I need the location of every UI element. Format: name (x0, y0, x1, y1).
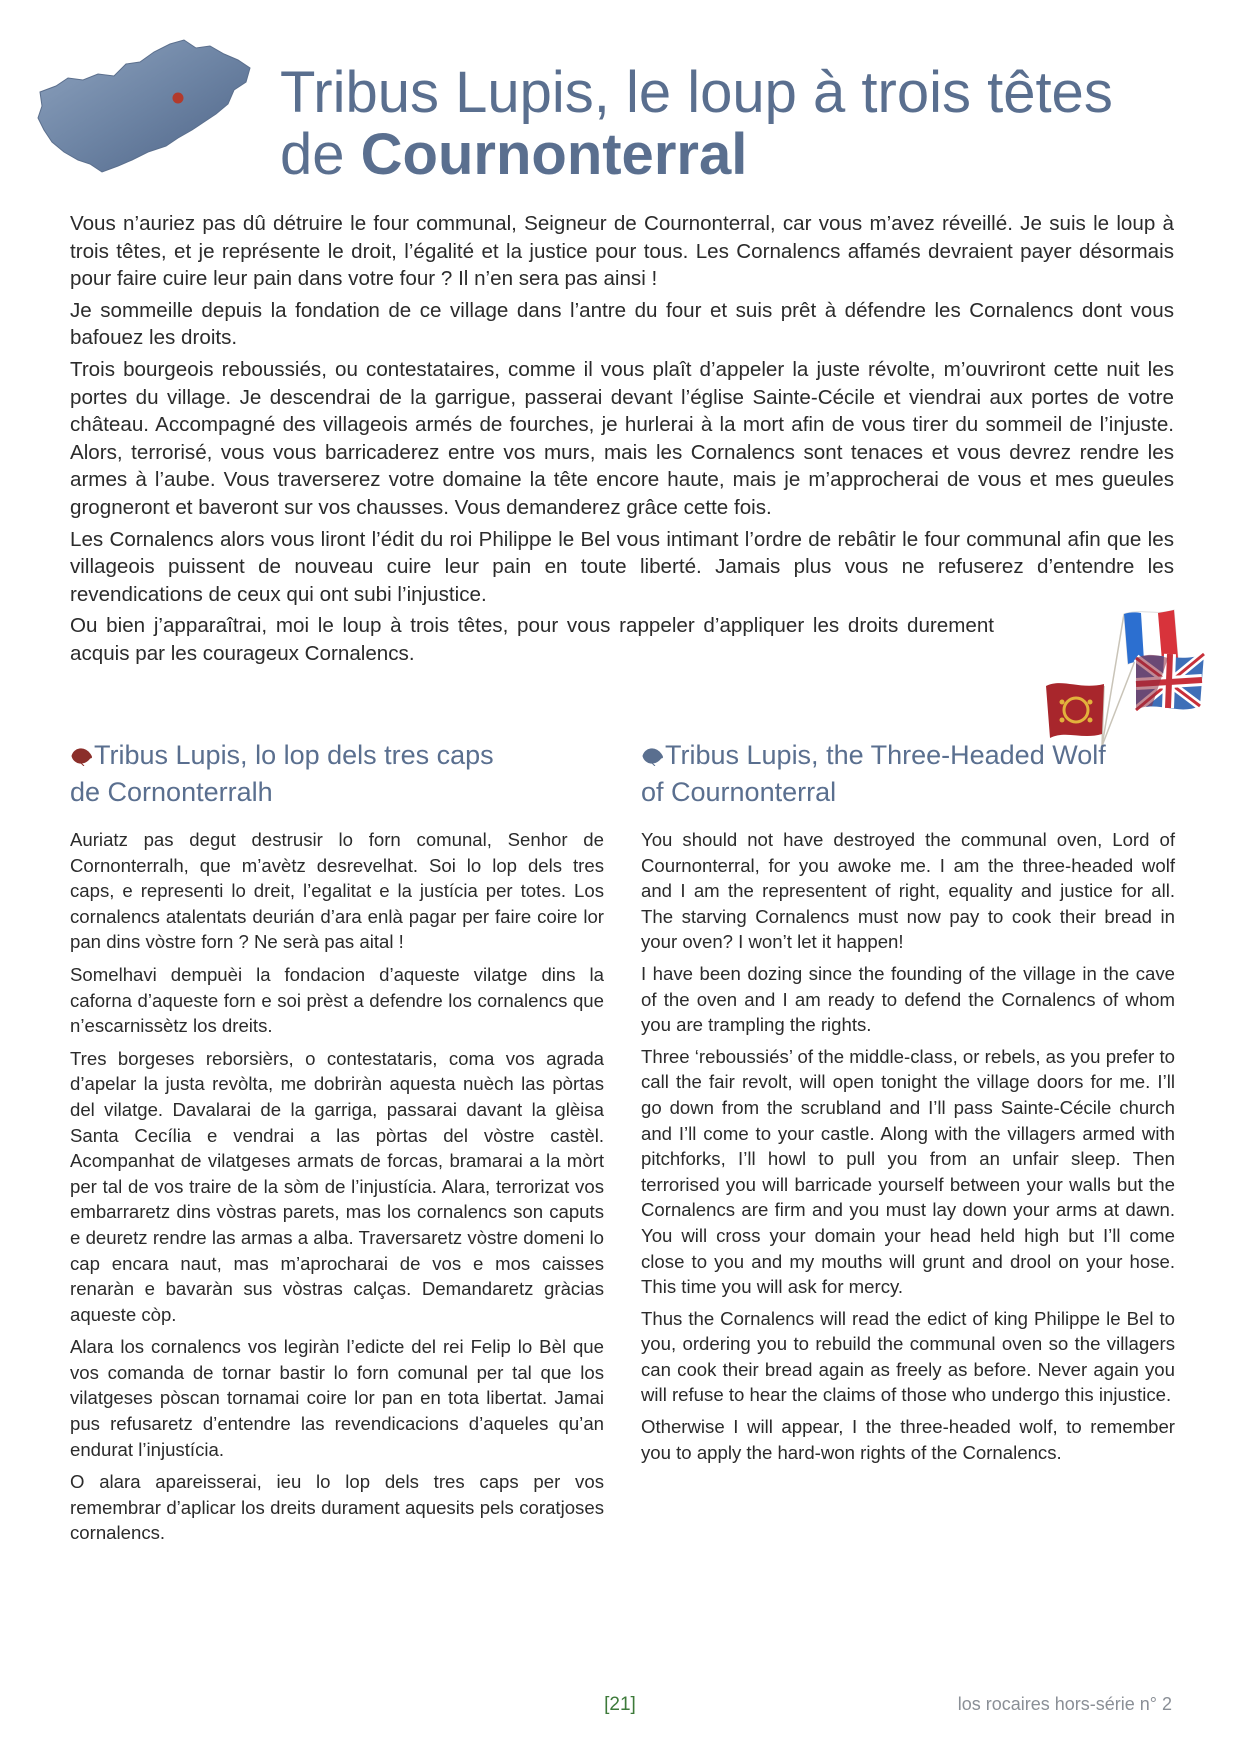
intro-paragraph: Ou bien j’apparaîtrai, moi le loup à trois têtes, pour vous rappeler d’appliquer les droits durement acquis par les courageux Cornalencs. (70, 614, 994, 665)
occitan-heading-line-1: Tribus Lupis, lo lop dels tres caps (94, 740, 494, 770)
english-heading (641, 737, 1175, 811)
occitan-paragraph: Alara los cornalencs vos legiràn l’edicte del rei Felip lo Bèl que vos comanda de tornar bastir lo forn comunal per tal que los vilatgeses pòscan tornamai coire lor pan en tota libertat. Jamai pus refusaretz d’entendre las revendicacions d’aqueles qu’an endurat l’injustícia. (70, 1336, 604, 1460)
english-paragraph: You should not have destroyed the communal oven, Lord of Cournonterral, for you awoke me. I am the three-headed wolf and I am the representent of right, equality and justice for all. The starving Cornalencs must now pay to cook their bread in your oven? I won’t let it happen! (641, 829, 1175, 953)
occitan-heading (70, 737, 604, 811)
english-heading-line-1: Tribus Lupis, the Three-Headed Wolf (665, 740, 1106, 770)
occitan-paragraph: Tres borgeses reborsièrs, o contestataris, coma vos agrada d’apelar la justa revòlta, me dobriràn aquesta nuèch las pòrtas del vilatge. Davalarai de la garriga, passarai davant la glèisa Santa Cecília e vendrai a las pòrtas del vòstre castèl. Acompanhat de vilatgeses armats de forcas, bramarai a la mòrt per tal de vos traire de la sòm de l’injustícia. Alara, terrorizat vos embarraretz dins vòstras parets, mas los cornalencs son caputs e deuretz rendre las armas a alba. Traversaretz vòstre domeni lo cap encara naut, mas m’aprocharai de vos e mos caisses renaràn e bavaràn sus vòstras calças. Demandaretz gràcias aqueste còp. (70, 1047, 604, 1325)
intro-paragraph: Trois bourgeois reboussiés, ou contestataires, comme il vous plaît d’appeler la juste révolte, m’ouvriront cette nuit les portes du village. Je descendrai de la garrigue, passerai devant l’église Sainte-Cécile et viendrai aux portes de votre château. Accompagné des villageois armés de fourches, je hurlerai à la mort afin de vous tirer du sommeil de l’injuste. Alors, terrorisé, vous vous barricaderez entre vos murs, mais les Cornalencs sont tenaces et vous devrez rendre les armes à l’aube. Vous traverserez votre domaine la tête encore haute, mais je m’approcherai de vous et mes gueules grogneront et baveront sur vos chausses. Vous demanderez grâce cette fois. (70, 357, 1174, 519)
publication-name: los rocaires hors-série n° 2 (957, 1694, 1172, 1714)
english-paragraph: I have been dozing since the founding of the village in the cave of the oven and I am ready to defend the Cornalencs of whom you are trampling the rights. (641, 962, 1175, 1036)
intro-paragraph: Les Cornalencs alors vous liront l’édit du roi Philippe le Bel vous intimant l’ordre de rebâtir le four communal afin que les villageois puissent de nouveau cuire leur pain en toute liberté. Jamais plus vous ne refuserez d’entendre les revendications de ceux qui ont subi l’injustice. (70, 527, 1174, 606)
english-column (641, 737, 1175, 1471)
location-dot-icon (173, 93, 184, 104)
occitan-heading-line-2: de Cornonterralh (70, 777, 273, 807)
leaf-bullet-icon (70, 739, 94, 759)
page-number: [21] (604, 1694, 636, 1715)
page-title (280, 62, 1180, 186)
intro-paragraph: Vous n’auriez pas dû détruire le four communal, Seigneur de Cournonterral, car vous m’avez réveillé. Je suis le loup à trois têtes, et je représente le droit, l’égalité et la justice pour tous. Les Cornalencs affamés devraient payer désormais pour faire cuire leur pain dans votre four ? Il n’en sera pas ainsi ! (70, 212, 1174, 291)
occitan-paragraph: Somelhavi dempuèi la fondacion d’aqueste vilatge dins la caforna d’aqueste forn e soi prèst a defendre los cornalencs que n’escarnissètz los dreits. (70, 963, 604, 1037)
occitan-column (70, 737, 604, 1553)
title-line-2-prefix: de (280, 122, 345, 187)
english-paragraph: Thus the Cornalencs will read the edict of king Philippe le Bel to you, ordering you to rebuild the communal oven so the villagers can cook their bread again as freely as before. Never again you will refuse to hear the claims of those who undergo this injustice. (641, 1307, 1175, 1406)
title-line-2-bold: Cournonterral (360, 122, 748, 187)
english-heading-line-2: of Cournonterral (641, 777, 837, 807)
herault-map-icon (28, 34, 258, 184)
flags-icon (1032, 606, 1210, 756)
intro-paragraph: Je sommeille depuis la fondation de ce village dans l’antre du four et suis prêt à défendre les Cornalencs dont vous bafouez les droits. (70, 298, 1174, 350)
french-intro (70, 210, 1174, 672)
occitan-paragraph: O alara apareisserai, ieu lo lop dels tres caps per vos remembrar d’aplicar los dreits durament aquesits pels coratjoses cornalencs. (70, 1471, 604, 1544)
english-paragraph: Otherwise I will appear, I the three-headed wolf, to remember you to apply the hard-won rights of the Cornalencs. (641, 1416, 1175, 1463)
occitan-paragraph: Auriatz pas degut destrusir lo forn comunal, Senhor de Cornonterralh, que m’avètz desrevelhat. Soi lo lop dels tres caps, e representi lo dreit, l’egalitat e la justícia per totes. Los cornalencs atalentats deurián d’ara enlà pagar per faire coire lor pan dins vòstre forn ? Ne serà pas aital ! (70, 829, 604, 953)
title-line-1: Tribus Lupis, le loup à trois têtes (280, 60, 1113, 125)
english-paragraph: Three ‘reboussiés’ of the middle-class, or rebels, as you prefer to call the fair revolt, will open tonight the village doors for me. I’ll go down from the scrubland and I’ll pass Sainte-Cécile church and I’ll come to your castle. Along with the villagers armed with pitchforks, I’ll howl to pull you from an unfair sleep. Then terrorised you will barricade yourself between your walls but the Cornalencs are firm and you must lay down your arms at dawn. You will cross your domain your head held high but I’ll come close to you and my mouths will grunt and drool on your hose. This time you will ask for mercy. (641, 1045, 1175, 1298)
leaf-bullet-icon (641, 739, 665, 759)
